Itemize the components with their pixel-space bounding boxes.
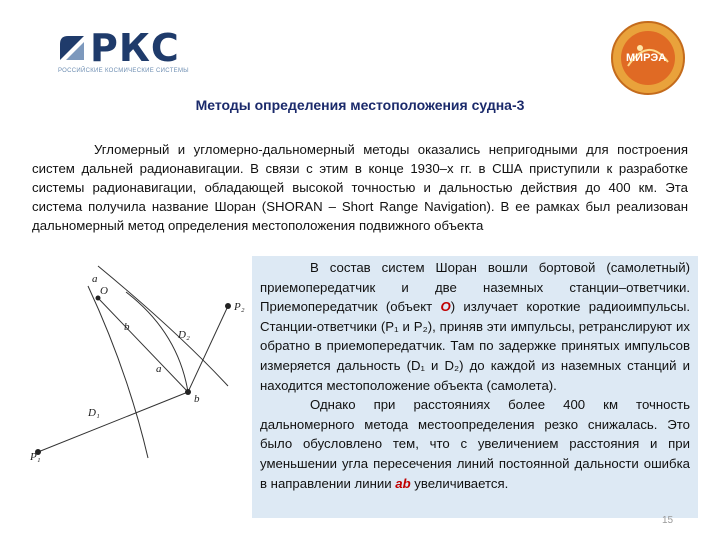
- emblem-name: МИРЭА: [626, 52, 667, 64]
- label-p2: P₂: [234, 301, 245, 313]
- label-a: a: [92, 273, 98, 285]
- rks-logo: [58, 26, 198, 80]
- range-arc-inner: [126, 292, 188, 392]
- label-b1: b: [194, 393, 200, 405]
- range-arc-lower: [88, 286, 148, 458]
- logo-text: РКС: [90, 26, 180, 70]
- station-p2-dot: [225, 303, 231, 309]
- label-p1: P₁: [30, 451, 41, 462]
- label-d2: D₂: [178, 329, 190, 341]
- note-p2-text: Однако при расстояниях более 400 км точность дальномерного метода местоопределения резко снижалась. Это было обусловлено тем, что с увеличением расстояния и при уменьшении угла пересечения линий постоянной дальности ошибка в направлении линии: [260, 397, 690, 491]
- object-o-dot: [185, 389, 191, 395]
- line-ab: [98, 298, 188, 392]
- shoran-note: [252, 256, 698, 518]
- object-label: О: [440, 299, 451, 315]
- ab-label: ab: [395, 475, 411, 491]
- note-p2-text-2: увеличивается.: [410, 475, 509, 491]
- range-diagram: [28, 262, 254, 462]
- note-p1-text-2: ) излучает короткие радиоимпульсы. Станции-ответчики (P₁ и P₂), приняв эти импульсы, ретранслируют их обратно в приемопередатчик. Там по задержке принятых импульсов измеряется дальность (D₁ и D₂) до каждой из наземных станций и находится местоположение объекта (самолета).: [260, 299, 690, 393]
- page-number: 15: [662, 515, 674, 526]
- line-d1: [38, 392, 188, 452]
- label-a1: a: [156, 363, 162, 375]
- label-d1: D₁: [88, 407, 100, 419]
- slide-title: Методы определения местоположения судна-3: [195, 97, 525, 113]
- label-o: O: [100, 285, 108, 297]
- note-paragraph-1: [260, 258, 690, 395]
- range-arc-upper: [98, 266, 228, 386]
- logo-subtitle: РОССИЙСКИЕ КОСМИЧЕСКИЕ СИСТЕМЫ: [58, 68, 189, 74]
- rks-logo-mark: [58, 34, 86, 62]
- label-b: b: [124, 321, 130, 333]
- intro-paragraph: Угломерный и угломерно-дальномерный методы оказались непригодными для построения систем дальней радионавигации. В связи с этим в конце 1930–х гг. в США приступили к разработке системы радионавигации, обладающей высокой точностью и дальностью действия до 400 км. Эта система получила название Шоран (SHORAN – Short Range Navigation). В ее рамках был реализован дальномерный метод определения местоположения подвижного объекта: [32, 142, 688, 233]
- note-p1-text: В состав систем Шоран вошли бортовой (самолетный) приемопередатчик и две наземных станции–ответчики. Приемопередатчик (объект: [260, 260, 690, 315]
- note-paragraph-2: [260, 395, 690, 493]
